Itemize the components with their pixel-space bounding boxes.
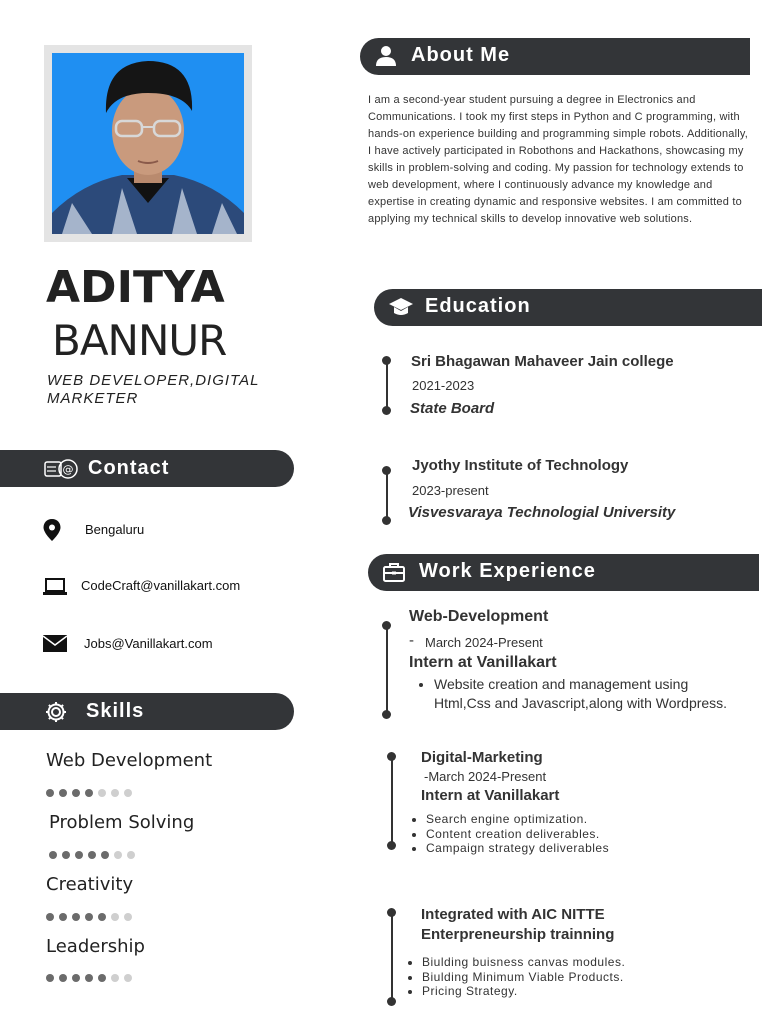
timeline-line — [386, 470, 388, 520]
education-section-header — [374, 289, 762, 326]
school-board: State Board — [410, 400, 495, 417]
rating-dot-empty — [127, 851, 135, 859]
job-position: Intern at Vanillakart — [409, 654, 557, 671]
activity-bullet: • Biulding Minimum Viable Products. — [422, 970, 761, 985]
skills-section-header — [0, 693, 294, 730]
rating-dot-filled — [75, 851, 83, 859]
user-icon — [374, 44, 398, 68]
activity-bullet: • Biulding buisness canvas modules. — [422, 955, 761, 970]
contact-email — [42, 632, 282, 658]
job-bullets — [418, 675, 763, 713]
website-email-text[interactable]: CodeCraft@vanillakart.com — [81, 578, 241, 593]
profile-photo — [52, 53, 244, 234]
job-bullets — [410, 812, 760, 856]
school-name: Jyothy Institute of Technology — [412, 457, 629, 474]
first-name: ADITYA — [46, 262, 225, 313]
rating-dot-filled — [62, 851, 70, 859]
work-heading: Work Experience — [419, 560, 596, 582]
job-bullet: • Website creation and management using — [434, 675, 763, 694]
rating-dot-filled — [59, 789, 67, 797]
timeline-line — [391, 760, 393, 846]
location-pin-icon — [42, 518, 68, 542]
timeline-line — [391, 916, 393, 1002]
rating-dot-filled — [72, 913, 80, 921]
rating-dot-empty — [114, 851, 122, 859]
rating-dot-empty — [124, 789, 132, 797]
about-paragraph: I am a second-year student pursuing a degree in Electronics and Communications. I took my first steps in Python and C programming, with hands-on experience building and programming simple robots. Additionally, I have actively participated in Robothons and Hackathons, showcasing my skills in problem-solving and coding. My passion for technology extends to web development, where I continuously advance my knowledge and expertise in creating dynamic and responsive websites. I am committed to applying my technical skills to develop innovative web solutions. — [368, 94, 749, 225]
rating-dot-filled — [98, 974, 106, 982]
skill-name: Leadership — [46, 936, 145, 957]
timeline-line — [386, 626, 388, 714]
about-heading: About Me — [411, 44, 511, 66]
rating-dot-filled — [88, 851, 96, 859]
rating-dot-filled — [59, 974, 67, 982]
timeline-dot — [387, 752, 396, 761]
school-years: 2023-present — [412, 483, 489, 498]
briefcase-icon — [382, 560, 406, 584]
svg-text:@: @ — [62, 463, 74, 476]
rating-dot-empty — [111, 974, 119, 982]
timeline-dot — [382, 621, 391, 630]
activity-title-line2: Enterpreneurship trainning — [421, 926, 615, 943]
email-text[interactable]: Jobs@Vanillakart.com — [84, 636, 213, 651]
job-bullet: • Campaign strategy deliverables — [426, 841, 760, 856]
laptop-icon — [42, 574, 68, 598]
job-bullet: • Search engine optimization. — [426, 812, 760, 827]
skill-rating — [46, 969, 137, 979]
contact-heading: Contact — [88, 457, 170, 479]
timeline-dot — [387, 997, 396, 1006]
rating-dot-empty — [124, 974, 132, 982]
timeline-dot — [382, 516, 391, 525]
school-years: 2021-2023 — [412, 378, 475, 393]
skill-name: Problem Solving — [49, 812, 195, 833]
person-portrait-icon — [52, 53, 244, 234]
rating-dot-filled — [46, 789, 54, 797]
activity-bullet: • Pricing Strategy. — [422, 984, 761, 999]
education-heading: Education — [425, 295, 531, 317]
skill-rating — [46, 784, 137, 794]
skills-heading: Skills — [86, 700, 145, 722]
timeline-dot — [382, 406, 391, 415]
job-bullet-continued: Html,Css and Javascript,along with Wordpress. — [434, 695, 728, 711]
activity-bullets — [406, 955, 761, 999]
location-text: Bengaluru — [85, 522, 145, 537]
timeline-dot — [382, 466, 391, 475]
timeline-dot — [387, 841, 396, 850]
skill-name: Web Development — [46, 750, 213, 771]
graduation-cap-icon — [388, 295, 412, 319]
contact-website — [42, 574, 282, 600]
rating-dot-filled — [72, 974, 80, 982]
job-date: -March 2024-Present — [424, 769, 547, 784]
job-bullet: • Content creation deliverables. — [426, 827, 760, 842]
timeline-dot — [382, 356, 391, 365]
rating-dot-filled — [98, 913, 106, 921]
job-title: Web-Development — [409, 608, 549, 625]
job-title: Digital-Marketing — [421, 749, 543, 766]
about-section-header — [360, 38, 750, 75]
last-name: BANNUR — [52, 316, 227, 365]
school-board: Visvesvaraya Technologial University — [408, 504, 676, 521]
rating-dot-filled — [72, 789, 80, 797]
job-date: March 2024-Present — [425, 635, 543, 650]
job-date-dash: - — [409, 632, 414, 649]
contact-location — [42, 518, 262, 544]
job-position: Intern at Vanillakart — [421, 787, 560, 804]
job-title: WEB DEVELOPER,DIGITAL MARKETER — [47, 372, 260, 407]
rating-dot-filled — [46, 974, 54, 982]
skill-rating — [49, 846, 140, 856]
envelope-icon — [42, 632, 68, 656]
rating-dot-filled — [49, 851, 57, 859]
rating-dot-empty — [111, 789, 119, 797]
rating-dot-filled — [101, 851, 109, 859]
timeline-line — [386, 360, 388, 410]
school-name: Sri Bhagawan Mahaveer Jain college — [411, 353, 674, 370]
gear-icon — [44, 700, 68, 724]
rating-dot-empty — [98, 789, 106, 797]
timeline-dot — [387, 908, 396, 917]
contact-at-icon — [44, 457, 74, 481]
rating-dot-filled — [85, 913, 93, 921]
rating-dot-empty — [124, 913, 132, 921]
contact-section-header — [0, 450, 294, 487]
skill-rating — [46, 908, 137, 918]
rating-dot-filled — [46, 913, 54, 921]
rating-dot-filled — [85, 789, 93, 797]
timeline-dot — [382, 710, 391, 719]
activity-title: Integrated with AIC NITTE — [421, 906, 605, 923]
skill-name: Creativity — [46, 874, 134, 895]
rating-dot-empty — [111, 913, 119, 921]
work-section-header — [368, 554, 759, 591]
rating-dot-filled — [59, 913, 67, 921]
rating-dot-filled — [85, 974, 93, 982]
